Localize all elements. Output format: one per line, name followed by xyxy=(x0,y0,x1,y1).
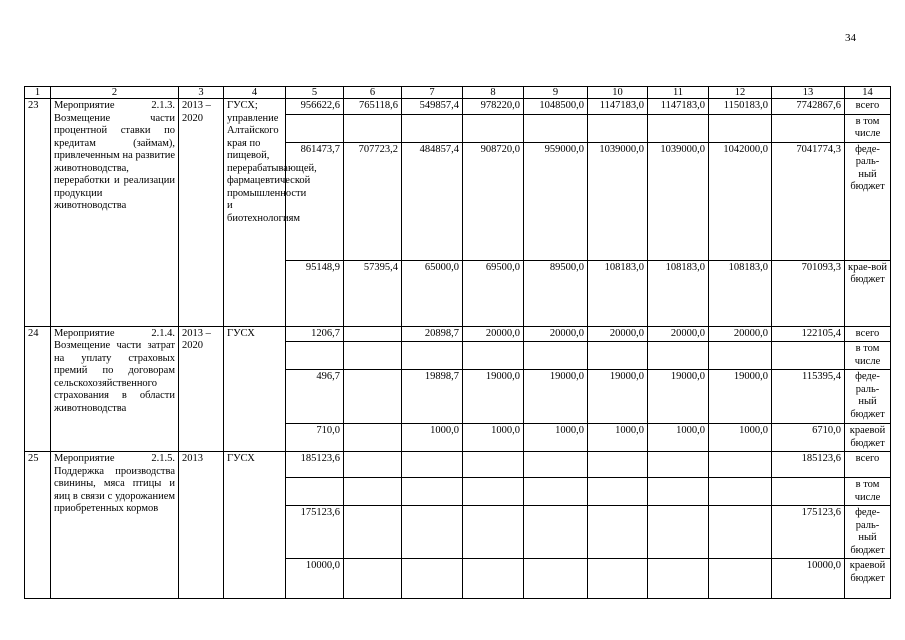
total-value: 1206,7 xyxy=(286,326,344,342)
federal-value: 19000,0 xyxy=(709,370,772,424)
federal-value xyxy=(588,506,648,559)
empty-cell xyxy=(588,478,648,506)
federal-value xyxy=(648,506,709,559)
total-value: 765118,6 xyxy=(344,99,402,115)
federal-value xyxy=(344,370,402,424)
federal-value: 484857,4 xyxy=(402,142,463,260)
measure-executor: ГУСХ xyxy=(224,326,286,452)
federal-label: феде-раль-ный бюджет xyxy=(845,142,891,260)
row-number: 24 xyxy=(25,326,51,452)
empty-cell xyxy=(344,342,402,370)
regional-value: 69500,0 xyxy=(463,260,524,326)
measure-period: 2013 xyxy=(179,452,224,599)
federal-value: 707723,2 xyxy=(344,142,402,260)
empty-cell xyxy=(286,342,344,370)
total-value: 20000,0 xyxy=(463,326,524,342)
empty-cell xyxy=(286,478,344,506)
including-label: в том числе xyxy=(845,342,891,370)
federal-value: 19898,7 xyxy=(402,370,463,424)
header-col-12: 12 xyxy=(709,87,772,99)
federal-value: 1039000,0 xyxy=(588,142,648,260)
total-value xyxy=(344,452,402,478)
total-value: 20000,0 xyxy=(524,326,588,342)
total-value: 956622,6 xyxy=(286,99,344,115)
federal-label: феде-раль-ный бюджет xyxy=(845,370,891,424)
measure-name: Мероприятие 2.1.4. Возмещение части затрат на уплату страховых премий по договорам сельскохозяйственного страхования в области животноводства xyxy=(51,326,179,452)
regional-value: 1000,0 xyxy=(402,424,463,452)
regional-label: краевой бюджет xyxy=(845,424,891,452)
table-row xyxy=(25,326,891,342)
federal-value: 1039000,0 xyxy=(648,142,709,260)
measure-name: Мероприятие 2.1.3. Возмещение части процентной ставки по кредитам (займам), привлеченным на развитие животноводства, переработки и реализации продукции животноводства xyxy=(51,99,179,327)
empty-cell xyxy=(772,342,845,370)
federal-value xyxy=(463,506,524,559)
regional-value: 710,0 xyxy=(286,424,344,452)
federal-value: 7041774,3 xyxy=(772,142,845,260)
total-value: 1150183,0 xyxy=(709,99,772,115)
row-number: 23 xyxy=(25,99,51,327)
empty-cell xyxy=(402,478,463,506)
total-value: 20898,7 xyxy=(402,326,463,342)
total-value: 1147183,0 xyxy=(648,99,709,115)
measure-period: 2013 – 2020 xyxy=(179,326,224,452)
regional-value: 57395,4 xyxy=(344,260,402,326)
total-value: 20000,0 xyxy=(709,326,772,342)
header-col-13: 13 xyxy=(772,87,845,99)
header-col-2: 2 xyxy=(51,87,179,99)
federal-value: 959000,0 xyxy=(524,142,588,260)
empty-cell xyxy=(524,478,588,506)
federal-value: 175123,6 xyxy=(772,506,845,559)
federal-value xyxy=(344,506,402,559)
regional-value: 1000,0 xyxy=(709,424,772,452)
regional-value xyxy=(402,559,463,599)
federal-value: 19000,0 xyxy=(524,370,588,424)
header-col-1: 1 xyxy=(25,87,51,99)
regional-value: 89500,0 xyxy=(524,260,588,326)
regional-value: 65000,0 xyxy=(402,260,463,326)
total-label: всего xyxy=(845,99,891,115)
federal-value: 496,7 xyxy=(286,370,344,424)
header-col-7: 7 xyxy=(402,87,463,99)
regional-value: 1000,0 xyxy=(463,424,524,452)
total-value: 1048500,0 xyxy=(524,99,588,115)
regional-value: 1000,0 xyxy=(524,424,588,452)
regional-value xyxy=(709,559,772,599)
total-value: 7742867,6 xyxy=(772,99,845,115)
regional-value: 6710,0 xyxy=(772,424,845,452)
regional-value xyxy=(463,559,524,599)
table-row xyxy=(25,452,891,478)
total-value: 20000,0 xyxy=(588,326,648,342)
header-col-10: 10 xyxy=(588,87,648,99)
empty-cell xyxy=(402,114,463,142)
page-number: 34 xyxy=(845,32,856,44)
empty-cell xyxy=(772,114,845,142)
federal-value: 19000,0 xyxy=(463,370,524,424)
empty-cell xyxy=(344,114,402,142)
total-value: 978220,0 xyxy=(463,99,524,115)
empty-cell xyxy=(344,478,402,506)
header-col-3: 3 xyxy=(179,87,224,99)
header-col-9: 9 xyxy=(524,87,588,99)
measure-executor: ГУСХ xyxy=(224,452,286,599)
total-value: 1147183,0 xyxy=(588,99,648,115)
empty-cell xyxy=(524,342,588,370)
total-value: 20000,0 xyxy=(648,326,709,342)
row-number: 25 xyxy=(25,452,51,599)
header-col-8: 8 xyxy=(463,87,524,99)
total-label: всего xyxy=(845,452,891,478)
regional-value: 108183,0 xyxy=(588,260,648,326)
empty-cell xyxy=(463,478,524,506)
federal-label: феде-раль-ный бюджет xyxy=(845,506,891,559)
regional-label: крае-вой бюджет xyxy=(845,260,891,326)
table-row xyxy=(25,99,891,115)
regional-value xyxy=(524,559,588,599)
empty-cell xyxy=(463,114,524,142)
measure-period: 2013 – 2020 xyxy=(179,99,224,327)
total-value xyxy=(588,452,648,478)
empty-cell xyxy=(709,478,772,506)
measure-executor: ГУСХ; управление Алтайского края по пищевой, перерабатывающей, фармацевтической промышленности и биотехнологиям xyxy=(224,99,286,327)
federal-value xyxy=(524,506,588,559)
total-value: 549857,4 xyxy=(402,99,463,115)
federal-value: 175123,6 xyxy=(286,506,344,559)
empty-cell xyxy=(588,342,648,370)
empty-cell xyxy=(709,342,772,370)
regional-value: 95148,9 xyxy=(286,260,344,326)
empty-cell xyxy=(524,114,588,142)
table-header-row xyxy=(25,87,891,99)
regional-value: 701093,3 xyxy=(772,260,845,326)
total-value xyxy=(524,452,588,478)
empty-cell xyxy=(588,114,648,142)
empty-cell xyxy=(648,342,709,370)
total-value xyxy=(709,452,772,478)
empty-cell xyxy=(648,478,709,506)
total-value xyxy=(402,452,463,478)
federal-value: 115395,4 xyxy=(772,370,845,424)
empty-cell xyxy=(286,114,344,142)
total-value: 185123,6 xyxy=(772,452,845,478)
federal-value: 861473,7 xyxy=(286,142,344,260)
header-col-6: 6 xyxy=(344,87,402,99)
federal-value: 908720,0 xyxy=(463,142,524,260)
empty-cell xyxy=(648,114,709,142)
empty-cell xyxy=(463,342,524,370)
regional-value xyxy=(344,559,402,599)
total-value xyxy=(344,326,402,342)
header-col-4: 4 xyxy=(224,87,286,99)
regional-value: 108183,0 xyxy=(648,260,709,326)
federal-value: 1042000,0 xyxy=(709,142,772,260)
total-value xyxy=(463,452,524,478)
budget-table xyxy=(24,86,891,599)
empty-cell xyxy=(402,342,463,370)
header-col-14: 14 xyxy=(845,87,891,99)
federal-value xyxy=(709,506,772,559)
empty-cell xyxy=(709,114,772,142)
regional-value: 10000,0 xyxy=(772,559,845,599)
federal-value xyxy=(402,506,463,559)
total-label: всего xyxy=(845,326,891,342)
including-label: в том числе xyxy=(845,478,891,506)
including-label: в том числе xyxy=(845,114,891,142)
header-col-11: 11 xyxy=(648,87,709,99)
regional-value: 108183,0 xyxy=(709,260,772,326)
federal-value: 19000,0 xyxy=(648,370,709,424)
regional-value xyxy=(344,424,402,452)
federal-value: 19000,0 xyxy=(588,370,648,424)
regional-value: 10000,0 xyxy=(286,559,344,599)
regional-value xyxy=(588,559,648,599)
total-value: 122105,4 xyxy=(772,326,845,342)
measure-name: Мероприятие 2.1.5. Поддержка производства свинины, мяса птицы и яиц в связи с удорожанием приобретенных кормов xyxy=(51,452,179,599)
empty-cell xyxy=(772,478,845,506)
regional-value: 1000,0 xyxy=(648,424,709,452)
regional-value xyxy=(648,559,709,599)
total-value xyxy=(648,452,709,478)
header-col-5: 5 xyxy=(286,87,344,99)
regional-label: краевой бюджет xyxy=(845,559,891,599)
regional-value: 1000,0 xyxy=(588,424,648,452)
total-value: 185123,6 xyxy=(286,452,344,478)
